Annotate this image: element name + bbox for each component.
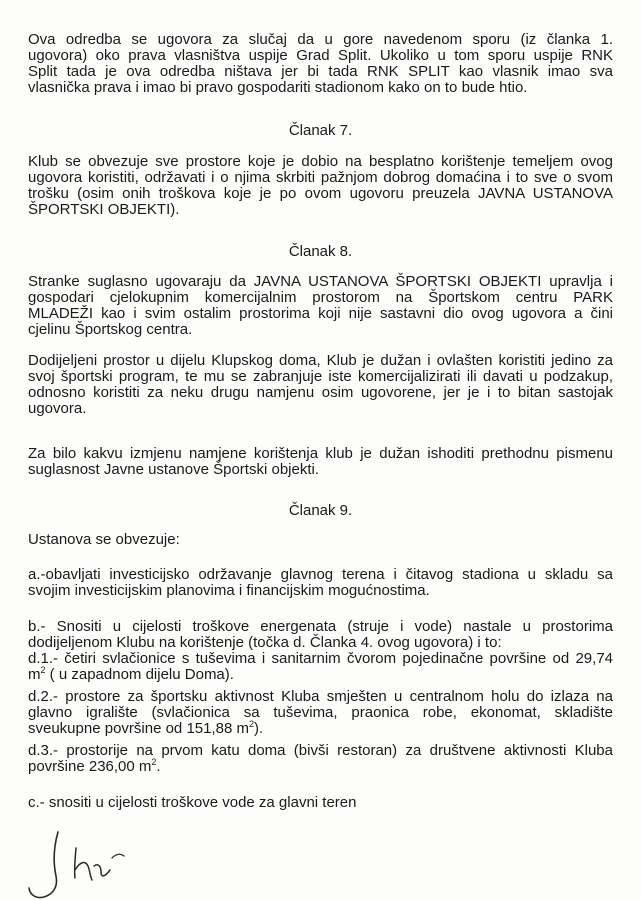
article-7-paragraph — [28, 154, 613, 218]
text-line: Dodijeljeni prostor u dijelu Klupskog doma, Klub je dužan i ovlašten koristiti jedino za — [28, 352, 613, 369]
text-line: dodijeljenom Klubu na korištenje (točka d. Članka 4. ovog ugovora) i to: — [28, 634, 502, 651]
signature-mark — [24, 818, 134, 900]
text-line: svojim investicijskim planovima i financijskim mogućnostima. — [28, 582, 430, 599]
article-8-paragraph-3 — [28, 446, 613, 478]
text-line: vlasnička prava i imao bi pravo gospodariti stadionom kako on to bude htio. — [28, 79, 528, 96]
text-line: a.-obavljati investicijsko održavanje glavnog terena i čitavog stadiona u skladu sa — [28, 566, 613, 583]
text-line: suglasnost Javne ustanove Športski objekti. — [28, 461, 319, 478]
text-line: d.3.- prostorije na prvom katu doma (bivši restoran) za društvene aktivnosti Kluba — [28, 742, 613, 759]
text-fragment: ). — [254, 720, 264, 737]
article-9-item-c — [28, 795, 613, 811]
article-9-intro — [28, 532, 613, 548]
text-line: Stranke suglasno ugovaraju da JAVNA USTANOVA ŠPORTSKI OBJEKTI upravlja i — [28, 273, 613, 290]
text-line: cjelinu Športskog centra. — [28, 321, 193, 338]
text-line: Split tada je ova odredba ništava jer bi tada RNK SPLIT kao vlasnik imao sva — [28, 63, 613, 80]
text-line: MLADEŽI kao i svim ostalim prostorima koji nije sastavni dio ovog ugovora a čini — [28, 305, 613, 322]
text-fragment: površine 236,00 m — [28, 758, 152, 775]
exponent: 2 — [248, 719, 254, 729]
text-line — [28, 721, 613, 737]
text-line — [28, 667, 613, 683]
text-line: Ustanova se obvezuje: — [28, 531, 180, 548]
article-9-heading: Članak 9. — [288, 502, 353, 519]
exponent: 2 — [151, 757, 157, 767]
article-8-paragraph-2 — [28, 353, 613, 417]
article-9-item-d2 — [28, 689, 613, 737]
text-line: odnosno koristiti za neku drugu namjenu osim ugovorene, jer je i to bitan sastojak — [28, 384, 613, 401]
text-line — [28, 759, 613, 775]
article-8-heading: Članak 8. — [288, 243, 353, 260]
text-line: b.- Snositi u cijelosti troškove energenata (struje i vode) nastale u prostorima — [28, 618, 613, 635]
text-line: d.2.- prostore za športsku aktivnost Kluba smješten u centralnom holu do izlaza na — [28, 688, 613, 705]
text-line: svoj športski program, te mu se zabranjuje iste komercijalizirati ili davati u podzakup, — [28, 368, 613, 385]
article-9-item-a — [28, 567, 613, 599]
text-fragment: sveukupne površine od 151,88 m — [28, 720, 249, 737]
area-unit: m — [28, 666, 41, 683]
article-9-item-b — [28, 619, 613, 651]
text-line: glavno igralište (svlačionica sa tuševima, praonica robe, ekonomat, skladište — [28, 704, 613, 721]
paragraph-ownership-clause — [28, 32, 613, 96]
text-line: gospodari cjelokupnim komercijalnim prostorom na Športskom centru PARK — [28, 289, 613, 306]
text-fragment: . — [156, 758, 161, 775]
article-8-paragraph-1 — [28, 274, 613, 338]
text-fragment: ( u zapadnom dijelu Doma). — [45, 666, 234, 683]
text-line: ŠPORTSKI OBJEKTI). — [28, 201, 180, 218]
text-line: Za bilo kakvu izmjenu namjene korištenja klub je dužan ishoditi prethodnu pismenu — [28, 445, 613, 462]
exponent: 2 — [40, 665, 46, 675]
article-9-item-d3 — [28, 743, 613, 775]
text-line: Klub se obvezuje sve prostore koje je dobio na besplatno korištenje temeljem ovog — [28, 153, 613, 170]
text-line: ugovora koristiti, održavati i o njima skrbiti pažnjom dobrog domaćina i to sve o svom — [28, 169, 613, 186]
text-line: Ova odredba se ugovora za slučaj da u gore navedenom sporu (iz članka 1. — [28, 31, 613, 48]
text-line: c.- snositi u cijelosti troškove vode za glavni teren — [28, 794, 357, 811]
text-line: trošku (osim onih troškova koje je po ovom ugovoru preuzela JAVNA USTANOVA — [28, 185, 613, 202]
text-line: d.1.- četiri svlačionice s tuševima i sanitarnim čvorom pojedinačne površine od 29,74 — [28, 650, 613, 667]
text-line: ugovora. — [28, 400, 87, 417]
text-line: ugovora) oko prava vlasništva uspije Grad Split. Ukoliko u tom sporu uspije RNK — [28, 47, 613, 64]
article-9-item-d1 — [28, 651, 613, 683]
article-7-heading: Članak 7. — [288, 122, 353, 139]
